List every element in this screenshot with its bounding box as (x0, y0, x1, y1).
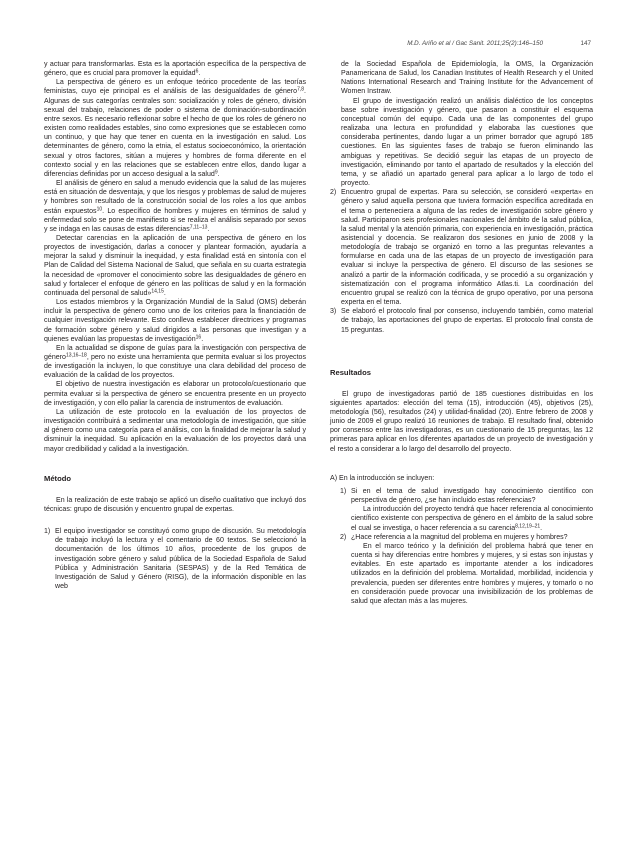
subsection-label: A) En la introducción se incluyen: (330, 474, 435, 482)
question-number: 1) (340, 487, 347, 495)
citation[interactable]: 9 (214, 169, 218, 176)
paragraph-intro-continued: y actuar para transformarlas. Esta es la aportación específica de la perspectiva de género, que es crucial para promover la equidad$^6$. (44, 61, 306, 78)
citation[interactable]: 7,11–13 (189, 224, 208, 231)
question-item (340, 533, 593, 606)
citation[interactable]: 10 (96, 206, 103, 212)
citation[interactable]: 7,8 (297, 86, 305, 93)
question-explanation: La introducción del proyecto tendrá que hacer referencia al conocimiento científico existente con perspectiva de género en el ámbito de la salud sobre el cual se investiga, o hacer referencia a su carencia$^{8,12,19-21}$. (351, 506, 593, 532)
list-number: 1) (44, 528, 51, 536)
list-item-text: El equipo investigador se constituyó como grupo de discusión. Su metodología de trabajo incluyó la lectura y el comentario de 60 textos. Se seleccionó la documentación de los últimos 10 años, procedente de los grupos de investigación sobre género y salud pública de la Sociedad Española de Salud Pública y Administración Sanitaria (SESPAS) y de la Red Temática de Investigación de Salud y Género (RISG), de la información disponible en las web (55, 528, 306, 590)
question-text: Si en el tema de salud investigado hay conocimiento científico con perspectiva de género, ¿se han incluido estas referencias? (351, 487, 593, 505)
list-item-text: Se elaboró el protocolo final por consenso, incluyendo también, como material de trabajo, las aportaciones del grupo de expertas. El protocolo final consta de 15 preguntas. (341, 308, 593, 334)
citation[interactable]: 8,12,19–21 (515, 523, 541, 530)
left-column (44, 60, 306, 591)
list-item-text: Encuentro grupal de expertas. Para su selección, se consideró «experta» en género y salud aquella persona que tuviera formación específica acreditada en el tema o perteneciera a alguna de las redes de investigación sobre género y salud. Participaron seis profesionales nacionales del ámbito de la salud pública, la salud mental y la atención primaria, con experiencia en investigación, práctica asistencial y docencia. Se realizaron dos sesiones en junio de 2008 y la metodología de trabajo se organizó en torno a las preguntas relevantes a formularse en cada una de las etapas de un proyecto de investigación para evaluar si incluye la perspectiva de género. El discurso de las sesiones se analizó a partir de la información codificada, y se procedió a su organización y sistematización con el programa informático Atlas.ti. La coordinación del encuentro grupal se realizó con la técnica de grupo operativo, por una persona experta en el tema. (341, 189, 593, 307)
citation[interactable]: 13,16–18 (65, 352, 87, 359)
list-item-text: de la Sociedad Española de Epidemiología, la OMS, la Organización Panamericana de Salud, los Canadian Institutes of Health Research y el United Nations International Research and Training Institute for the Advancement of Women Instraw. (341, 61, 593, 96)
section-heading-resultados: Resultados (330, 367, 371, 377)
journal-reference: M.D. Ariño et al / Gac Sanit. 2011;25(2):146–150 (407, 40, 543, 47)
method-steps-list (44, 527, 306, 591)
list-item (330, 188, 593, 307)
paragraph-gender-analysis: El análisis de género en salud a menudo evidencia que la salud de las mujeres está en situación de desventaja, y que los riesgos y problemas de salud de mujeres y hombres son resultado de la construcción social de los roles a los que ambos están expuestos$^{10}$. Lo específico de hombres y mujeres en términos de salud y enfermedad solo se pone de manifiesto si se realiza el análisis separado por sexos y se indaga en las causas de estas diferencias$^{7,11-13}$. (44, 180, 306, 233)
paragraph-gender-perspective: La perspectiva de género es un enfoque teórico procedente de las teorías feministas, cuyo eje principal es el análisis de las desigualdades de género$^{7,8}$. Algunas de sus categorías centrales son: socialización y roles de género, división sexual del trabajo, relaciones de poder o sistema de dominación-subordinación entre sexos. Es necesario reflexionar sobre el hecho de que los roles de género no existen como realidades estables, sino como expresiones que se establecen como un continuo, y que hay que tener en cuenta en la investigación en salud. Los determinantes de género, como la etnia, el estatus socioeconómico, la orientación sexual y otros factores, sitúan a mujeres y hombres de forma diferente en el contexto social y en las relaciones que se establecen entre ellos, dando lugar a diferencias definidas por un acceso desigual a la salud$^9$. (44, 79, 306, 178)
list-number: 2) (330, 189, 337, 197)
question-item (340, 487, 593, 533)
paragraph-results: El grupo de investigadoras partió de 185 cuestiones distribuidas en los siguientes apartados: elección del tema (15), introducción (45), objetivos (25), metodología (56), resultados (24) y utilidad-finalidad (20). Entre febrero de 2008 y junio de 2009 el grupo realizó 16 reuniones de trabajo. El resultado final, obtenido por consenso entre las investigadoras, es un cuestionario de 15 preguntas, las 12 primeras para aplicar en los diferentes apartados de un proyecto de investigación y el resto a considerar a lo largo del desarrollo del proyecto. (330, 390, 593, 453)
list-item (330, 60, 593, 188)
method-steps-list-continued (330, 60, 593, 335)
question-number: 2) (340, 533, 347, 541)
paragraph-member-states: Los estados miembros y la Organización Mundial de la Salud (OMS) deberán incluir la perspectiva de género como uno de los criterios para la financiación de cualquier investigación relevante. Esto conlleva establecer directrices y programas de formación sobre género y salud dirigidos a las personas que investigan y a quienes evalúan las propuestas de investigación$^{16}$. (44, 299, 306, 343)
paragraph-detect-gaps: Detectar carencias en la aplicación de una perspectiva de género en los proyectos de investigación, darlas a conocer y plantear formación, ayudaría a mejorar la salud y disminuir la inequidad, y esta finalidad está en sintonía con el Plan de Calidad del Sistema Nacional de Salud, que señala en su cuarta estrategia la necesidad de «promover el conocimiento sobre las desigualdades de género en salud y fortalecer el enfoque de género en las políticas de salud y en la formación continuada del personal de salud»$^{14,15}$. (44, 234, 306, 297)
list-item (330, 307, 593, 334)
paragraph-method: En la realización de este trabajo se aplicó un diseño cualitativo que incluyó dos técnicas: grupo de discusión y encuentro grupal de expertas. (44, 496, 306, 513)
list-item-paragraph: El grupo de investigación realizó un análisis dialéctico de los conceptos base sobre investigación y género, que pasaron a constituir el esquema conceptual común del equipo. Cada una de las componentes del grupo realizaba una lectura en profundidad y elaboraba las cuestiones que consideraba pertinentes, dando lugar a un primer borrador que agrupó 185 cuestiones. En las siguientes fases de trabajo se fueron eliminando las ambiguas y repetitivas. Se decidió seguir las etapas de un proyecto de investigación, eliminando por tanto el apartado de resultados y la elección del tema, y se añadió un apartado general para aplicar a lo largo de todo el proyecto. (341, 97, 593, 188)
paragraph-objective: El objetivo de nuestra investigación es elaborar un protocolo/cuestionario que permita evaluar si la perspectiva de género se encuentra presente en un proyecto de investigación, y con ello paliar la carencia de instrumentos de evaluación. (44, 381, 306, 407)
list-item (44, 527, 306, 591)
question-text: ¿Hace referencia a la magnitud del problema en mujeres y hombres? (351, 533, 568, 541)
citation[interactable]: 6 (195, 68, 199, 75)
section-heading-metodo: Método (44, 473, 71, 483)
running-header (0, 40, 635, 52)
question-explanation: En el marco teórico y la definición del problema habrá que tener en cuenta si hay diferencias entre hombres y mujeres, y si estas son injustas y evitables. En este apartado es importante atender a los indicadores utilizados en la definición del problema. Mortalidad, morbilidad, incidencia y prevalencia, pueden ser diferentes entre hombres y mujeres, y tomarlo o no en consideración puede provocar una invisibilización de los problemas de salud que afectan más a las mujeres. (351, 542, 593, 605)
page-number: 147 (580, 40, 591, 47)
list-number: 3) (330, 308, 337, 316)
citation[interactable]: 14,15 (151, 288, 164, 295)
paragraph-guides: En la actualidad se dispone de guías para la investigación con perspectiva de género$^{13,16-18}$, pero no existe una herramienta que permita evaluar si los proyectos de investigación la incluyen, lo que constituye una clara debilidad del proceso de evaluación de la calidad de los proyectos. (44, 344, 306, 380)
questions-list (330, 487, 593, 606)
paragraph-protocol-use: La utilización de este protocolo en la evaluación de los proyectos de investigación contribuirá a sedimentar una metodología de investigación, que sitúe al género como una categoría para el análisis, con la finalidad de mejorar la salud y disminuir la inequidad. Su aplicación en la evaluación de los proyectos dará una mayor credibilidad y calidad a la investigación. (44, 408, 306, 453)
subsection-introduction (330, 474, 593, 606)
right-column (330, 60, 593, 606)
citation[interactable]: 16 (195, 334, 202, 341)
